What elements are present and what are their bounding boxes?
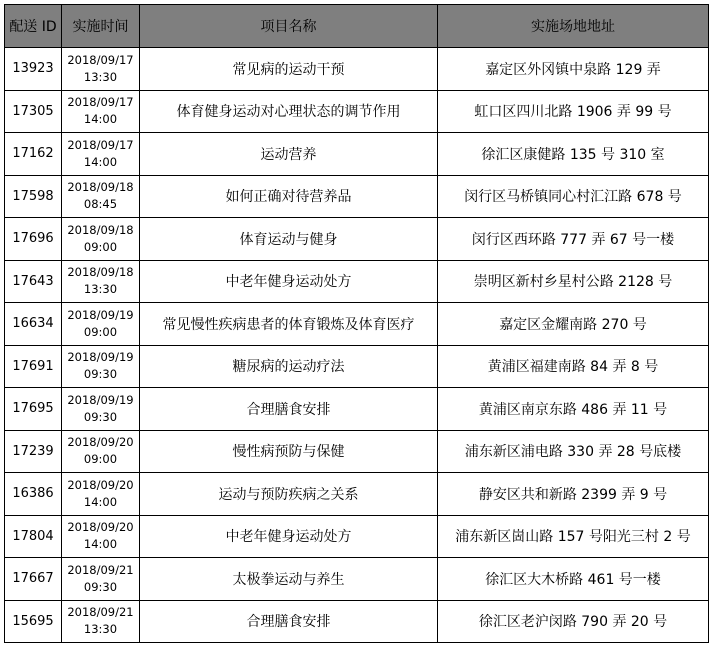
delivery-id-cell: 17598: [5, 175, 62, 218]
time-cell: [62, 218, 140, 261]
project-name-cell: 合理膳食安排: [140, 600, 438, 643]
venue-address-cell: 黄浦区福建南路 84 弄 8 号: [438, 345, 709, 388]
clock-time-text: 13:30: [83, 69, 118, 84]
delivery-id-cell: 16386: [5, 473, 62, 516]
time-cell: [62, 303, 140, 346]
table-row: [5, 303, 709, 346]
delivery-id-cell: 17162: [5, 133, 62, 176]
date-text: 2018/09/17: [67, 52, 134, 67]
time-cell: [62, 345, 140, 388]
table-row: [5, 90, 709, 133]
delivery-id-cell: 17691: [5, 345, 62, 388]
delivery-id-cell: 17305: [5, 90, 62, 133]
project-name-cell: 中老年健身运动处方: [140, 260, 438, 303]
date-text: 2018/09/20: [67, 435, 134, 450]
venue-address-cell: 静安区共和新路 2399 弄 9 号: [438, 473, 709, 516]
date-text: 2018/09/19: [67, 307, 134, 322]
date-text: 2018/09/21: [67, 562, 134, 577]
project-name-cell: 体育运动与健身: [140, 218, 438, 261]
table-row: [5, 133, 709, 176]
project-name-cell: 合理膳食安排: [140, 388, 438, 431]
clock-time-text: 08:45: [83, 197, 118, 212]
table-row: [5, 48, 709, 91]
time-cell: [62, 430, 140, 473]
time-cell: [62, 600, 140, 643]
project-name-cell: 体育健身运动对心理状态的调节作用: [140, 90, 438, 133]
project-name-cell: 中老年健身运动处方: [140, 515, 438, 558]
table-row: [5, 600, 709, 643]
time-cell: [62, 48, 140, 91]
delivery-id-cell: 16634: [5, 303, 62, 346]
time-cell: [62, 558, 140, 601]
date-text: 2018/09/20: [67, 520, 134, 535]
clock-time-text: 09:00: [83, 452, 118, 467]
venue-address-cell: 浦东新区崮山路 157 号阳光三村 2 号: [438, 515, 709, 558]
date-text: 2018/09/19: [67, 392, 134, 407]
table-body: [5, 48, 709, 643]
date-text: 2018/09/20: [67, 477, 134, 492]
project-name-cell: 常见慢性疾病患者的体育锻炼及体育医疗: [140, 303, 438, 346]
venue-address-cell: 黄浦区南京东路 486 弄 11 号: [438, 388, 709, 431]
delivery-id-cell: 17695: [5, 388, 62, 431]
header-venue-address: 实施场地地址: [438, 5, 709, 48]
delivery-id-cell: 17804: [5, 515, 62, 558]
project-name-cell: 太极拳运动与养生: [140, 558, 438, 601]
table-row: [5, 175, 709, 218]
venue-address-cell: 虹口区四川北路 1906 弄 99 号: [438, 90, 709, 133]
venue-address-cell: 嘉定区外冈镇中泉路 129 弄: [438, 48, 709, 91]
schedule-table: [4, 4, 709, 643]
project-name-cell: 常见病的运动干预: [140, 48, 438, 91]
time-cell: [62, 473, 140, 516]
delivery-id-cell: 15695: [5, 600, 62, 643]
header-time: 实施时间: [62, 5, 140, 48]
project-name-cell: 如何正确对待营养品: [140, 175, 438, 218]
venue-address-cell: 嘉定区金耀南路 270 号: [438, 303, 709, 346]
venue-address-cell: 闵行区西环路 777 弄 67 号一楼: [438, 218, 709, 261]
clock-time-text: 14:00: [83, 537, 118, 552]
venue-address-cell: 崇明区新村乡星村公路 2128 号: [438, 260, 709, 303]
venue-address-cell: 闵行区马桥镇同心村汇江路 678 号: [438, 175, 709, 218]
date-text: 2018/09/17: [67, 95, 134, 110]
time-cell: [62, 515, 140, 558]
table-row: [5, 473, 709, 516]
venue-address-cell: 徐汇区老沪闵路 790 弄 20 号: [438, 600, 709, 643]
clock-time-text: 13:30: [83, 282, 118, 297]
delivery-id-cell: 13923: [5, 48, 62, 91]
table-row: [5, 218, 709, 261]
time-cell: [62, 175, 140, 218]
date-text: 2018/09/18: [67, 265, 134, 280]
clock-time-text: 13:30: [83, 622, 118, 637]
delivery-id-cell: 17643: [5, 260, 62, 303]
project-name-cell: 运动营养: [140, 133, 438, 176]
date-text: 2018/09/18: [67, 180, 134, 195]
project-name-cell: 运动与预防疾病之关系: [140, 473, 438, 516]
clock-time-text: 09:00: [83, 239, 118, 254]
header-delivery-id: 配送 ID: [5, 5, 62, 48]
table-header: [5, 5, 709, 48]
table-row: [5, 345, 709, 388]
table-row: [5, 430, 709, 473]
clock-time-text: 09:30: [83, 579, 118, 594]
project-name-cell: 糖尿病的运动疗法: [140, 345, 438, 388]
date-text: 2018/09/18: [67, 222, 134, 237]
date-text: 2018/09/21: [67, 605, 134, 620]
delivery-id-cell: 17667: [5, 558, 62, 601]
project-name-cell: 慢性病预防与保健: [140, 430, 438, 473]
venue-address-cell: 徐汇区大木桥路 461 号一楼: [438, 558, 709, 601]
clock-time-text: 14:00: [83, 154, 118, 169]
table-row: [5, 558, 709, 601]
date-text: 2018/09/17: [67, 137, 134, 152]
delivery-id-cell: 17239: [5, 430, 62, 473]
header-row: [5, 5, 709, 48]
clock-time-text: 09:00: [83, 324, 118, 339]
time-cell: [62, 90, 140, 133]
time-cell: [62, 260, 140, 303]
time-cell: [62, 388, 140, 431]
table-row: [5, 515, 709, 558]
table-row: [5, 260, 709, 303]
table-row: [5, 388, 709, 431]
venue-address-cell: 浦东新区浦电路 330 弄 28 号底楼: [438, 430, 709, 473]
clock-time-text: 14:00: [83, 494, 118, 509]
time-cell: [62, 133, 140, 176]
clock-time-text: 09:30: [83, 409, 118, 424]
venue-address-cell: 徐汇区康健路 135 号 310 室: [438, 133, 709, 176]
date-text: 2018/09/19: [67, 350, 134, 365]
delivery-id-cell: 17696: [5, 218, 62, 261]
clock-time-text: 09:30: [83, 367, 118, 382]
header-project-name: 项目名称: [140, 5, 438, 48]
clock-time-text: 14:00: [83, 112, 118, 127]
